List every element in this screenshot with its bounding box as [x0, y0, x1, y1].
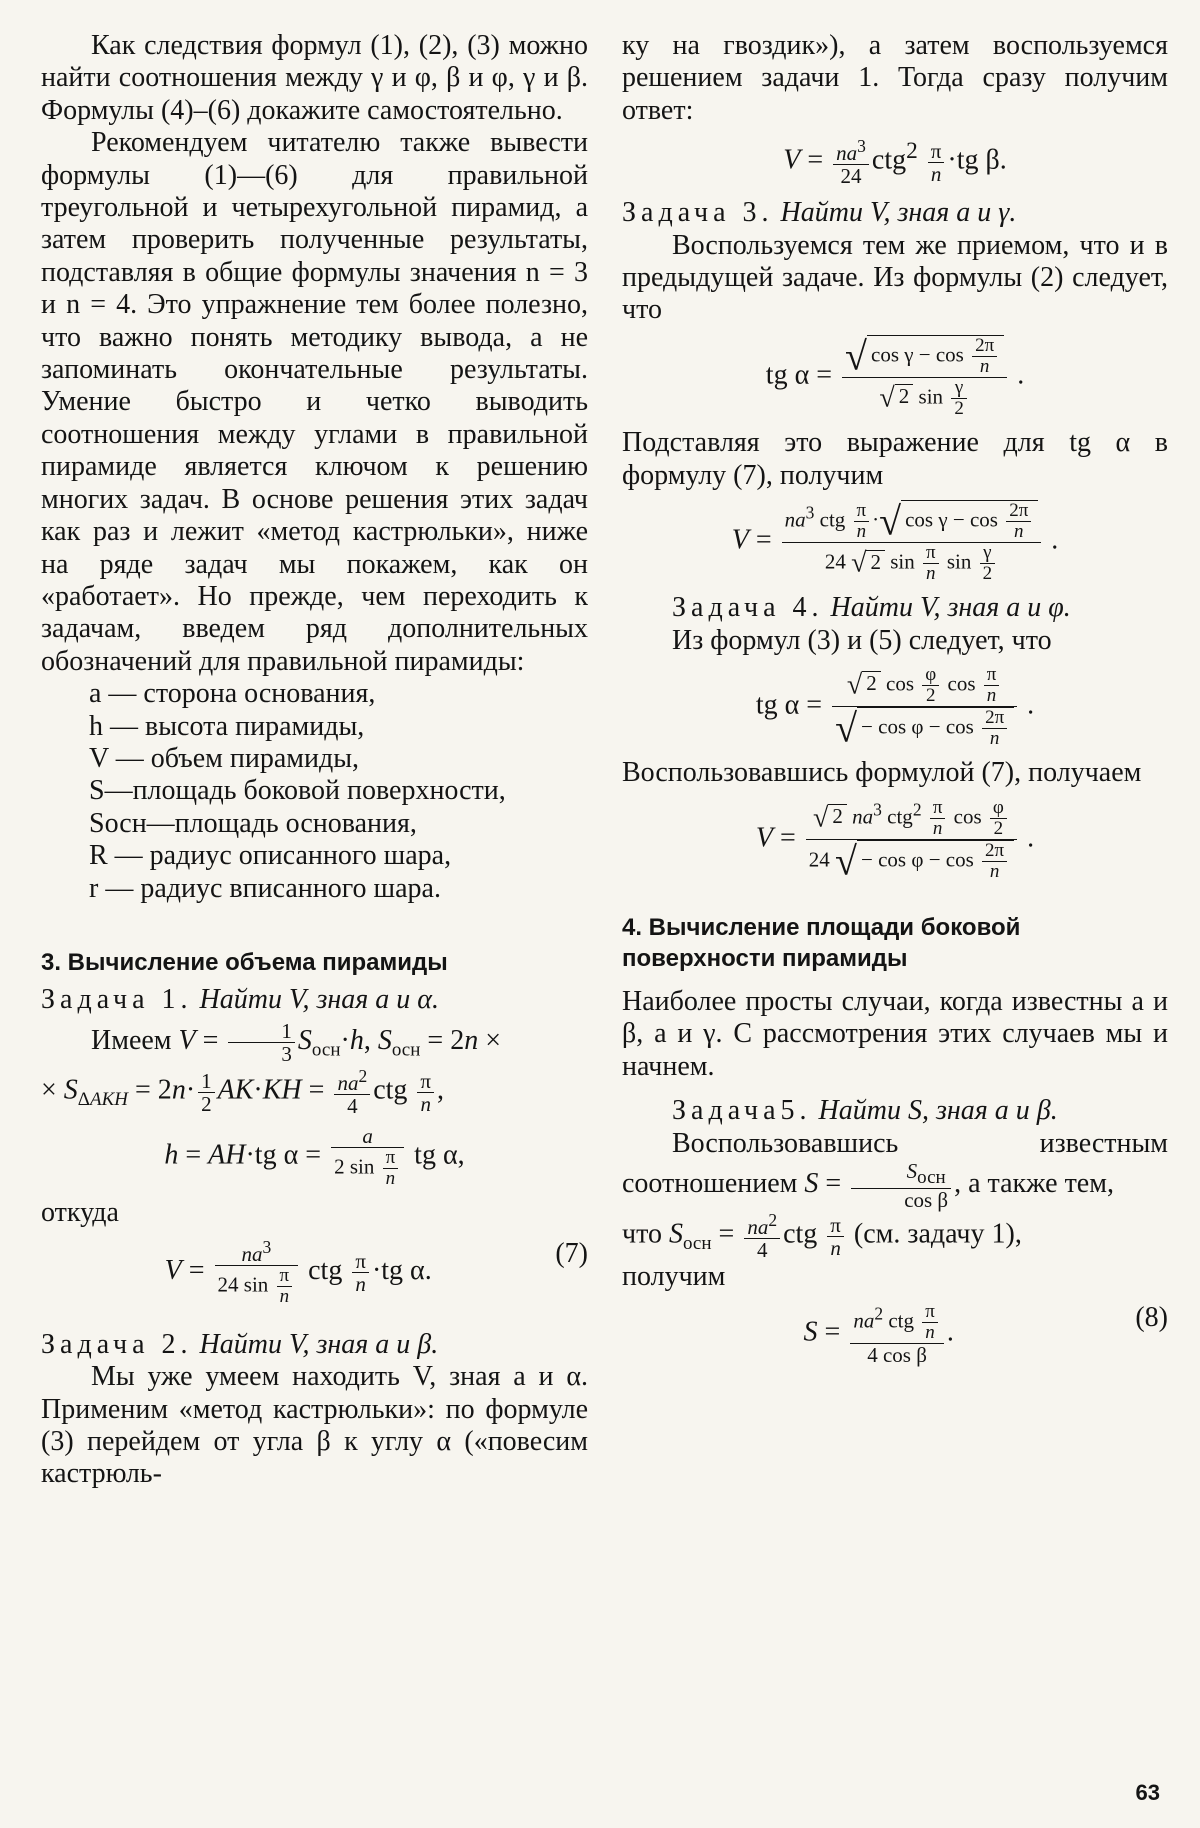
task-text: Найти S, зная a и β.: [818, 1095, 1058, 1127]
paragraph-task-4: Из формул (3) и (5) следует, что: [672, 624, 1052, 656]
task-label: Задача5.: [672, 1095, 812, 1127]
section-heading-volume: 3. Вычисление объема пирамиды: [41, 948, 448, 976]
notation-item: S—площадь боковой поверхности,: [89, 775, 506, 807]
paragraph-simple-cases: Наиболее просты случаи, когда известны a и β, a и γ. С рассмотрения этих случаев мы и начнем.: [622, 986, 1168, 1082]
task-2-statement: [41, 1329, 588, 1361]
word-have: Имеем: [91, 1025, 172, 1057]
notation-item: r — радиус вписанного шара.: [89, 872, 441, 904]
paragraph-task-3: Воспользуемся тем же приемом, что и в предыдущей задаче. Из формулы (2) следует, что: [622, 229, 1168, 326]
task-3-statement: [622, 197, 1168, 229]
paragraph-recommend: Рекомендуем читателю также вывести формулы (1)—(6) для правильной треугольной и четырехугольной пирамид, а затем проверить полученные результаты, подставляя в общие формулы значения n = 3 и n = 4. Это упражнение тем более полезно, что важно понять методику вывода, а не запоминать окончательные результаты. Умение быстро и четко выводить соотношения между углами в правильной пирамиде является ключом к решению многих задач. В основе решения этих задач как раз и лежит «метод кастрюльки», ниже на ряде задач мы покажем, как он «работает». Но прежде, чем переходить к задачам, введем ряд дополнительных обозначений для правильной пирамиды:: [41, 127, 588, 677]
paragraph-using-7: Воспользовавшись формулой (7), получаем: [622, 757, 1142, 789]
notation-item: a — сторона основания,: [89, 678, 376, 710]
paragraph-consequences: Как следствия формул (1), (2), (3) можно найти соотношения между γ и φ, β и φ, γ и β. Формулы (4)–(6) докажите самостоятельно.: [41, 30, 588, 126]
formula-volume-derivation-2: × $S_{\Delta AKH} = 2n\cdot$ $\frac{1}{2}$ AK·KH = $\frac{na^2}{4}$ ctg $\frac{\pi}{n}$ ,: [41, 1066, 445, 1119]
formula-tg-alpha-phi: tg α = √ 2 cos $\frac{\varphi}{2}$ cos $\frac{\pi}{n}$ √ − cos φ − cos $\frac{2\pi}{n}$ .: [755, 664, 1035, 751]
task-text: Найти V, зная a и β.: [199, 1328, 439, 1360]
paragraph-task-5: Воспользовавшись известным соотношением S = $\frac{S_{осн}}{\text{cos β}}$ , а также тем,: [622, 1127, 1168, 1213]
formula-8: (8) S = $na^2$ ctg $\frac{\pi}{n}$ 4 cos β .: [803, 1300, 1168, 1367]
task-text: Найти V, зная a и α.: [199, 983, 439, 1015]
page-number: 63: [1135, 1780, 1160, 1805]
notation-item: Sосн—площадь основания,: [89, 807, 417, 839]
task-label: Задача 3.: [622, 197, 774, 229]
notation-item: V — объем пирамиды,: [89, 742, 360, 774]
task-label: Задача 4.: [672, 592, 824, 624]
task-1-statement: [41, 984, 588, 1016]
notation-item: R — радиус описанного шара,: [89, 840, 452, 872]
formula-7: (7) V = $na^3$ 24 sin $\frac{\pi}{n}$ ctg $\frac{\pi}{n}$ ·tg α.: [164, 1236, 588, 1307]
formula-height: h = AH·tg α = a 2 sin $\frac{\pi}{n}$ tg α,: [164, 1124, 465, 1190]
equation-number: (7): [555, 1237, 588, 1269]
formula-volume-derivation: Имеем V = $\frac{1}{3}$ $S_{осн}\cdot h$, $S_{осн} = 2n$ ×: [91, 1019, 501, 1067]
formula-task-2-answer: V = $\frac{na^3}{24}$ ctg$^2$ $\frac{\pi}{n}$ ·tg β.: [783, 136, 1007, 189]
section-heading-lateral-area: 4. Вычисление площади боковой поверхности пирамиды: [622, 914, 1021, 973]
paragraph-task-5-cont: что $S_{осн}$ = $\frac{na^2}{4}$ ctg $\frac{\pi}{n}$ (см. задачу 1),: [622, 1210, 1022, 1263]
task-text: Найти V, зная a и φ.: [830, 592, 1071, 624]
task-label: Задача 2.: [41, 1328, 193, 1360]
paragraph-substitute: Подставляя это выражение для tg α в формулу (7), получим: [622, 427, 1168, 491]
word-whence: откуда: [41, 1197, 119, 1229]
paragraph-task-2: Мы уже умеем находить V, зная a и α. Применим «метод кастрюльки»: по формуле (3) перейдем от угла β к углу α («повесим кастрюль-: [41, 1361, 588, 1490]
left-column: [41, 30, 588, 1491]
task-5-statement: [622, 1095, 1168, 1127]
task-label: Задача 1.: [41, 983, 193, 1015]
equation-number: (8): [1135, 1301, 1168, 1333]
formula-volume-phi: V = √ 2 $na^3$ ctg$^2$ $\frac{\pi}{n}$ cos $\frac{\varphi}{2}$ 24 √ − cos φ − cos $\frac{2\pi}{n}$ .: [755, 796, 1035, 884]
formula-volume-gamma: V = $na^3$ ctg $\frac{\pi}{n}$ ·√ cos γ − cos $\frac{2\pi}{n}$ 24 √ 2 sin $\frac{\pi}{n}$ sin $\frac{\gamma}{2}$ .: [731, 498, 1059, 585]
notation-item: h — высота пирамиды,: [89, 710, 365, 742]
right-column: [622, 30, 1168, 1374]
formula-tg-alpha-gamma: tg α = √ cos γ − cos $\frac{2\pi}{n}$ √ 2 sin $\frac{\gamma}{2}$ .: [765, 333, 1025, 420]
notation-list: [89, 678, 588, 905]
task-4-statement: [622, 592, 1168, 624]
task-text: Найти V, зная a и γ.: [780, 197, 1017, 229]
word-got: получим: [622, 1261, 726, 1293]
paragraph-continuation: ку на гвоздик»), а затем воспользуемся решением задачи 1. Тогда сразу получим ответ:: [622, 30, 1168, 126]
